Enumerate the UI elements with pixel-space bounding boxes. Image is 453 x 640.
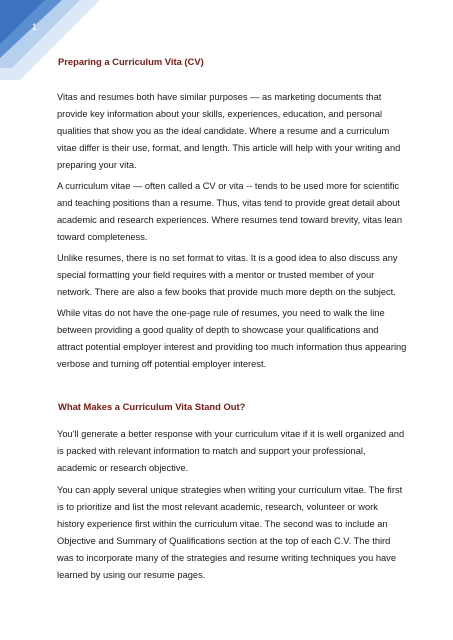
paragraph xyxy=(57,426,407,477)
page-corner-decoration xyxy=(0,0,100,80)
paragraph-line: preparing your vita. xyxy=(57,159,137,170)
paragraph-line: attract potential employer interest and providing too much information thus appearing xyxy=(57,341,407,352)
paragraph xyxy=(57,250,407,301)
paragraph-line: network. There are also a few books that provide much more depth on the subject. xyxy=(57,286,396,297)
paragraph-line: A curriculum vitae — often called a CV or vita -- tends to be used more for scientific xyxy=(57,181,400,191)
paragraph-line: special formatting your field requires with a mentor or trusted member of your xyxy=(57,269,375,280)
paragraph-line: verbose and turning off potential employer interest. xyxy=(57,358,267,369)
paragraph xyxy=(57,305,407,373)
section-heading-stand-out: What Makes a Curriculum Vita Stand Out? xyxy=(58,401,246,412)
paragraph-line: You can apply several unique strategies when writing your curriculum vitae. The first xyxy=(57,485,403,495)
paragraph xyxy=(57,482,407,583)
paragraph-line: history experience first within the curriculum vitae. The second was to include an xyxy=(57,518,388,529)
paragraph xyxy=(57,178,407,246)
paragraph-line: While vitas do not have the one-page rule of resumes, you need to walk the line xyxy=(57,308,385,318)
paragraph-line: and teaching positions than a resume. Thus, vitas tend to provide great detail about xyxy=(57,197,400,208)
paragraph-line: between providing a good quality of depth to showcase your qualifications and xyxy=(57,324,379,335)
paragraph-line: Vitas and resumes both have similar purposes — as marketing documents that xyxy=(57,92,382,102)
paragraph-line: You'll generate a better response with your curriculum vitae if it is well organized and xyxy=(57,429,405,439)
paragraph-line: academic or research objective. xyxy=(57,462,189,473)
paragraph-line: is to prioritize and list the most relevant academic, research, volunteer or work xyxy=(57,501,378,512)
paragraph xyxy=(57,89,407,174)
paragraph-line: provide key information about your skills, experiences, education, and personal xyxy=(57,108,383,119)
paragraph-line: was to incorporate many of the strategies and resume writing techniques you have xyxy=(57,552,397,563)
paragraph-line: Unlike resumes, there is no set format to vitas. It is a good idea to also discuss any xyxy=(57,253,398,263)
paragraph-line: Objective and Summary of Qualifications section at the top of each C.V. The third xyxy=(57,535,391,546)
section-heading-preparing-cv: Preparing a Curriculum Vita (CV) xyxy=(58,56,204,67)
page-number: 1 xyxy=(32,22,38,32)
paragraph-line: is packed with relevant information to match and support your professional, xyxy=(57,445,366,456)
paragraph-line: academic and research experiences. Where resumes tend toward brevity, vitas lean xyxy=(57,214,403,225)
paragraph-line: learned by using our resume pages. xyxy=(57,569,206,580)
paragraph-line: qualities that show you as the ideal candidate. Where a resume and a curriculum xyxy=(57,125,390,136)
paragraph-line: vitae differ is their use, format, and length. This article will help with your writing and xyxy=(57,142,401,153)
paragraph-line: toward completeness. xyxy=(57,231,148,242)
